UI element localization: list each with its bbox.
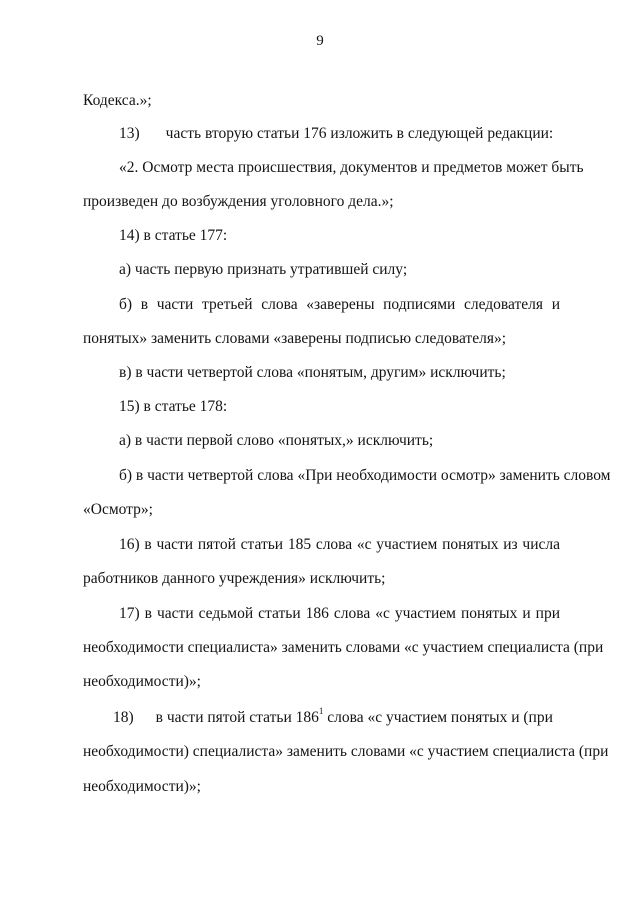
list-item-16: 16) в части пятой статьи 185 слова «с участием понятых из числа <box>119 536 560 553</box>
item-text-cont: слова «с участием понятых и (при <box>323 709 553 726</box>
list-item-17: 17) в части седьмой статьи 186 слова «с участием понятых и при <box>119 605 560 622</box>
text-line: б) в части третьей слова «заверены подписями следователя и <box>119 296 560 313</box>
item-text: в части пятой статьи 186 <box>155 709 319 726</box>
list-item-14: 14) в статье 177: <box>119 227 228 244</box>
text-line: б) в части четвертой слова «При необходимости осмотр» заменить словом <box>119 467 611 484</box>
text-line: «2. Осмотр места происшествия, документов и предметов может быть <box>119 159 584 176</box>
text-line: произведен до возбуждения уголовного дела.»; <box>83 193 394 210</box>
text-line: а) в части первой слово «понятых,» исключить; <box>119 432 434 449</box>
text-line: в) в части четвертой слова «понятым, другим» исключить; <box>119 364 506 381</box>
text-line: а) часть первую признать утратившей силу; <box>119 261 408 278</box>
list-item-13 <box>119 124 553 144</box>
superscript: 1 <box>318 705 324 716</box>
text-line: необходимости) специалиста» заменить словами «с участием специалиста (при <box>83 743 609 760</box>
text-line: необходимости)»; <box>83 673 201 690</box>
page-number: 9 <box>316 33 324 49</box>
text-line: работников данного учреждения» исключить; <box>83 570 386 587</box>
list-item-18 <box>113 705 553 728</box>
text-line: «Осмотр»; <box>83 501 153 518</box>
item-text: часть вторую статьи 176 изложить в следующей редакции: <box>165 125 554 142</box>
item-number: 13) <box>119 125 140 142</box>
text-line: Кодекса.»; <box>83 92 152 109</box>
list-item-15: 15) в статье 178: <box>119 398 228 415</box>
item-number: 18) <box>113 709 134 726</box>
text-line: необходимости специалиста» заменить словами «с участием специалиста (при <box>83 639 604 656</box>
text-line: понятых» заменить словами «заверены подписью следователя»; <box>83 330 507 347</box>
text-line: необходимости)»; <box>83 778 201 795</box>
